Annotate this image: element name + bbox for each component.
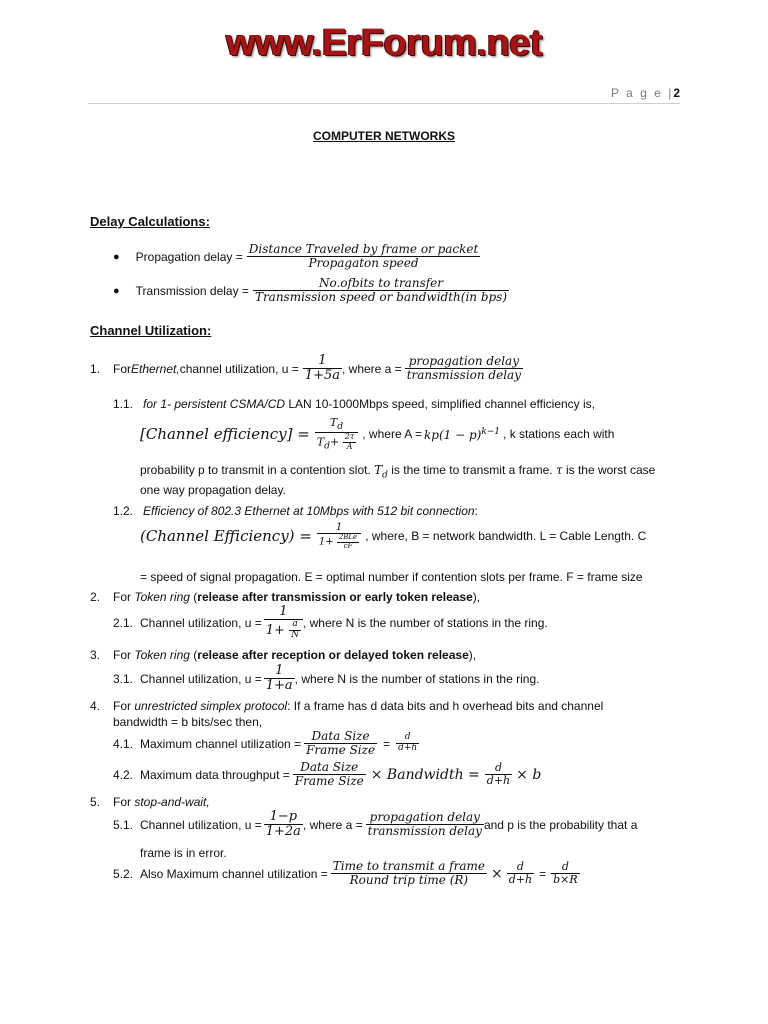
numerator: 1 (264, 605, 303, 620)
item-text: is the worst case (562, 463, 656, 477)
numerator: 1 (317, 522, 361, 534)
item-5 (90, 795, 210, 809)
bullet-icon: ● (113, 250, 120, 263)
denominator: 1+a (265, 678, 293, 694)
symbol: T (374, 463, 383, 477)
fraction (264, 664, 295, 694)
formula-text: kp(1 − p) (423, 427, 482, 442)
item-text: Token ring (134, 648, 190, 662)
equals-sign: = (383, 736, 391, 751)
fraction (304, 730, 377, 757)
denominator: A (346, 442, 353, 452)
item-text: , where N is the number of stations in the ring. (294, 671, 540, 686)
item-text: ), (472, 590, 481, 604)
numerator: d (551, 861, 580, 874)
numerator: a (289, 620, 301, 631)
times-sign: × (491, 865, 503, 882)
numerator: Time to transmit a frame (332, 859, 485, 873)
fraction (337, 534, 359, 550)
fraction (331, 860, 487, 887)
document-title: COMPUTER NETWORKS (313, 129, 455, 143)
numerator: 1−p (264, 810, 303, 825)
fraction (264, 810, 303, 840)
formula-lhs: (Channel Efficiency) = (140, 527, 312, 546)
denominator: transmission delay (367, 824, 482, 839)
item-number: 5.2. (113, 866, 134, 881)
item-1-2 (113, 504, 478, 518)
fraction (343, 433, 357, 452)
denominator: d+h (398, 743, 418, 754)
transmission-delay-item (113, 277, 509, 304)
denominator: cF (343, 541, 353, 550)
fraction (366, 811, 484, 838)
item-text: For (113, 795, 135, 809)
item-text: : (474, 504, 478, 518)
symbol: T (316, 435, 325, 449)
formula-lhs: [Channel efficiency] = (140, 425, 310, 444)
item-number: 1.1. (113, 397, 134, 411)
fraction (485, 762, 512, 787)
trans-denominator: Transmission speed or bandwidth(in bps) (254, 290, 508, 305)
denominator: d+h (508, 873, 533, 887)
numerator: 2BLe (338, 533, 358, 541)
superscript: k−1 (481, 426, 501, 437)
item-2 (90, 590, 480, 604)
symbol: 1+ (318, 536, 334, 548)
item-text: for 1- persistent CSMA/CD (143, 397, 286, 411)
numerator: Data Size (304, 730, 377, 744)
item-text: For (113, 648, 135, 662)
item-5-2 (113, 860, 580, 887)
denominator: Frame Size (294, 774, 364, 789)
item-number: 1.2. (113, 504, 134, 518)
item-text: Channel utilization, u = (140, 817, 262, 832)
item-number: 3. (90, 648, 101, 662)
item-4-line2: bandwidth = b bits/sec then, (113, 715, 263, 729)
fraction (507, 861, 534, 886)
numerator: propagation delay (366, 811, 484, 825)
item-number: 4.2. (113, 767, 134, 782)
symbol: + (330, 435, 340, 449)
item-2-1 (113, 605, 548, 641)
page-number: 2 (673, 86, 680, 100)
item-text: , k stations each with (503, 427, 615, 442)
numerator: d (507, 861, 534, 874)
item-text: Channel utilization, u = (140, 616, 262, 631)
item-1-2-line2: = speed of signal propagation. E = optimal number if contention slots per frame. F = frame size (140, 570, 643, 584)
page-label: P a g e | (611, 86, 674, 100)
formula-text: × b (516, 766, 542, 783)
denominator (317, 534, 361, 550)
item-text: Ethernet, (131, 361, 180, 376)
item-1-1-line2 (140, 463, 655, 480)
item-text: LAN 10-1000Mbps speed, simplified channel efficiency is, (285, 397, 595, 411)
fraction (303, 354, 342, 384)
formula-text: × Bandwidth = (370, 766, 480, 783)
item-text: Also Maximum channel utilization = (140, 866, 328, 881)
bullet-icon: ● (113, 284, 120, 297)
item-text: Efficiency of 802.3 Ethernet at 10Mbps with 512 bit connection (143, 504, 475, 518)
item-text: and p is the probability that a (483, 817, 638, 832)
item-text: For (113, 699, 135, 713)
item-text: For (113, 590, 135, 604)
item-number: 1. (90, 361, 101, 376)
item-text: channel utilization, u = (179, 361, 299, 376)
prop-label: Propagation delay = (135, 249, 243, 264)
fraction (551, 861, 580, 886)
item-4-1 (113, 730, 419, 757)
ethernet-efficiency-formula (140, 522, 646, 550)
delay-heading: Delay Calculations: (90, 214, 210, 229)
fraction (405, 355, 523, 382)
denominator: 1+5a (304, 368, 340, 384)
item-number: 5. (90, 795, 101, 809)
item-5-1 (113, 810, 637, 840)
symbol: τ (555, 463, 563, 477)
denominator (264, 620, 303, 641)
page-header (611, 86, 680, 100)
fraction (293, 761, 366, 788)
denominator: N (291, 630, 299, 641)
numerator: 2τ (344, 432, 355, 442)
formula (424, 427, 500, 442)
item-text: ( (189, 648, 198, 662)
item-3-1 (113, 664, 539, 694)
item-text: , where a = (341, 361, 402, 376)
item-4-2 (113, 761, 541, 788)
item-text: Maximum channel utilization = (140, 736, 302, 751)
trans-label: Transmission delay = (135, 283, 249, 298)
item-number: 2. (90, 590, 101, 604)
site-logo: www.ErForum.net (225, 22, 543, 64)
item-number: 4. (90, 699, 101, 713)
item-number: 3.1. (113, 671, 134, 686)
trans-fraction (253, 277, 509, 304)
item-text: probability p to transmit in a contention slot. (140, 463, 375, 477)
denominator: Frame Size (306, 743, 376, 758)
fraction (264, 605, 303, 641)
trans-numerator: No.ofbits to transfer (253, 277, 509, 291)
numerator: 1 (264, 664, 295, 679)
denominator: b×R (553, 873, 578, 887)
prop-numerator: Distance Traveled by frame or packet (248, 242, 479, 256)
item-text: ), (468, 648, 477, 662)
item-text: , where A = (362, 427, 422, 442)
item-text: , where N is the number of stations in the ring. (302, 616, 548, 631)
item-text: release after reception or delayed token release (197, 648, 469, 662)
item-3 (90, 648, 476, 662)
numerator: propagation delay (405, 355, 523, 369)
symbol: T (329, 416, 338, 429)
item-text: , where a = (302, 817, 363, 832)
denominator: 1+2a (265, 824, 301, 840)
item-text: is the time to transmit a frame. (387, 463, 556, 477)
fraction (289, 620, 301, 641)
subscript: d (337, 421, 344, 433)
item-text: unrestricted simplex protocol (134, 699, 288, 713)
item-number: 2.1. (113, 616, 134, 631)
symbol: 1+ (265, 623, 285, 639)
prop-denominator: Propagaton speed (308, 256, 419, 271)
item-1-1-line3: one way propagation delay. (140, 483, 286, 497)
item-text: Token ring (134, 590, 190, 604)
item-text: Channel utilization, u = (140, 671, 262, 686)
item-text: : If a frame has d data bits and h overhead bits and channel (287, 699, 604, 713)
denominator (315, 433, 358, 452)
numerator: 1 (303, 354, 342, 369)
item-text: For (113, 361, 131, 376)
denominator: Round trip time (R) (349, 873, 469, 888)
item-number: 4.1. (113, 736, 134, 751)
subscript: d (324, 440, 331, 452)
item-text: Maximum data throughput = (140, 767, 290, 782)
item-1-1 (113, 397, 595, 411)
item-number: 5.1. (113, 817, 134, 832)
item-4 (90, 699, 603, 713)
item-text: release after transmission or early token release (197, 590, 473, 604)
numerator: d (396, 733, 419, 744)
fraction (317, 522, 361, 550)
item-text: , where, B = network bandwidth. L = Cable Length. C (365, 529, 647, 544)
item-text: stop-and-wait, (134, 795, 210, 809)
denominator: d+h (486, 774, 511, 788)
channel-efficiency-formula (140, 417, 614, 452)
channel-heading: Channel Utilization: (90, 323, 212, 338)
fraction (396, 733, 419, 754)
denominator: transmission delay (406, 368, 521, 383)
propagation-delay-item (113, 243, 480, 270)
numerator: Data Size (293, 761, 366, 775)
numerator (315, 417, 358, 433)
prop-fraction (247, 243, 481, 270)
subscript: d (382, 470, 388, 481)
item-5-1-line2: frame is in error. (140, 846, 227, 860)
item-text: ( (189, 590, 198, 604)
equals-sign: = (539, 866, 547, 881)
header-divider (88, 103, 680, 104)
item-1 (90, 354, 523, 384)
fraction (315, 417, 358, 452)
numerator: d (485, 762, 512, 775)
